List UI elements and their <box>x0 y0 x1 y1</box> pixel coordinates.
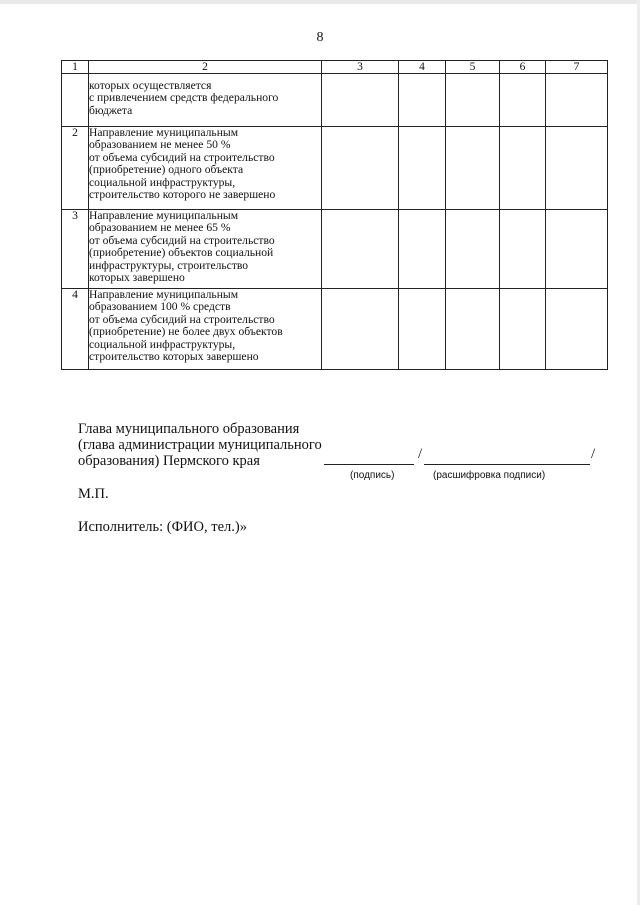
description-line: строительство которого не завершено <box>89 188 276 202</box>
column-header: 5 <box>446 61 500 74</box>
description-line: образованием не менее 50 % <box>89 138 231 152</box>
description-line: от объема субсидий на строительство <box>89 233 275 247</box>
signatory-title-line: (глава администрации муниципального <box>78 437 322 453</box>
row-number: 4 <box>62 289 89 370</box>
table-cell <box>500 289 546 370</box>
signatory-title <box>78 421 322 469</box>
signature-slash: / <box>418 446 423 462</box>
table-cell <box>446 74 500 127</box>
description-line: бюджета <box>89 103 133 117</box>
signature-decoding-line <box>424 450 590 465</box>
signature-caption: (подпись) <box>350 470 395 481</box>
description-line: (приобретение) объектов социальной <box>89 246 274 260</box>
table-cell <box>446 127 500 210</box>
row-description <box>89 289 322 370</box>
table-cell <box>546 74 608 127</box>
description-line: (приобретение) одного объекта <box>89 163 244 177</box>
table-cell <box>322 289 399 370</box>
table-cell <box>322 127 399 210</box>
table-cell <box>500 127 546 210</box>
column-header: 2 <box>89 61 322 74</box>
column-header: 1 <box>62 61 89 74</box>
table-cell <box>446 289 500 370</box>
table-cell <box>546 127 608 210</box>
table-row <box>62 74 608 127</box>
description-line: которых завершено <box>89 271 185 285</box>
row-number: 2 <box>62 127 89 210</box>
row-description <box>89 74 322 127</box>
description-line: которых осуществляется <box>89 79 212 92</box>
row-number: 3 <box>62 210 89 289</box>
description-line: инфраструктуры, строительство <box>89 258 249 272</box>
description-line: от объема субсидий на строительство <box>89 150 275 164</box>
table-cell <box>399 127 446 210</box>
column-header: 7 <box>546 61 608 74</box>
column-header: 4 <box>399 61 446 74</box>
scan-edge <box>0 0 640 4</box>
row-number <box>62 74 89 127</box>
indicators-table <box>61 60 608 370</box>
signature-line <box>324 450 414 465</box>
row-description <box>89 127 322 210</box>
executor-line: Исполнитель: (ФИО, тел.)» <box>78 519 247 535</box>
table-cell <box>322 210 399 289</box>
description-line: социальной инфраструктуры, <box>89 337 236 351</box>
table-row <box>62 289 608 370</box>
signatory-title-line: Глава муниципального образования <box>78 421 300 437</box>
table-cell <box>500 74 546 127</box>
description-line: (приобретение) не более двух объектов <box>89 325 283 339</box>
table-cell <box>446 210 500 289</box>
stamp-placeholder: М.П. <box>78 486 109 502</box>
table-cell <box>546 289 608 370</box>
description-line: Направление муниципальным <box>89 126 239 139</box>
signatory-title-line: образования) Пермского края <box>78 453 260 469</box>
table-cell <box>399 289 446 370</box>
table-cell <box>500 210 546 289</box>
description-line: образованием 100 % средств <box>89 300 231 314</box>
signature-slash: / <box>591 446 596 462</box>
column-header: 6 <box>500 61 546 74</box>
description-line: Направление муниципальным <box>89 209 239 222</box>
table-header-row <box>62 61 608 74</box>
row-description <box>89 210 322 289</box>
description-line: социальной инфраструктуры, <box>89 175 236 189</box>
table-cell <box>322 74 399 127</box>
description-line: от объема субсидий на строительство <box>89 312 275 326</box>
description-line: Направление муниципальным <box>89 288 239 301</box>
description-line: образованием не менее 65 % <box>89 221 231 235</box>
signature-decoding-caption: (расшифровка подписи) <box>433 470 546 481</box>
page-number: 8 <box>316 30 324 45</box>
table-row <box>62 210 608 289</box>
table-cell <box>546 210 608 289</box>
table-row <box>62 127 608 210</box>
description-line: с привлечением средств федерального <box>89 91 279 105</box>
description-line: строительство которых завершено <box>89 350 259 364</box>
table-cell <box>399 210 446 289</box>
column-header: 3 <box>322 61 399 74</box>
table-cell <box>399 74 446 127</box>
